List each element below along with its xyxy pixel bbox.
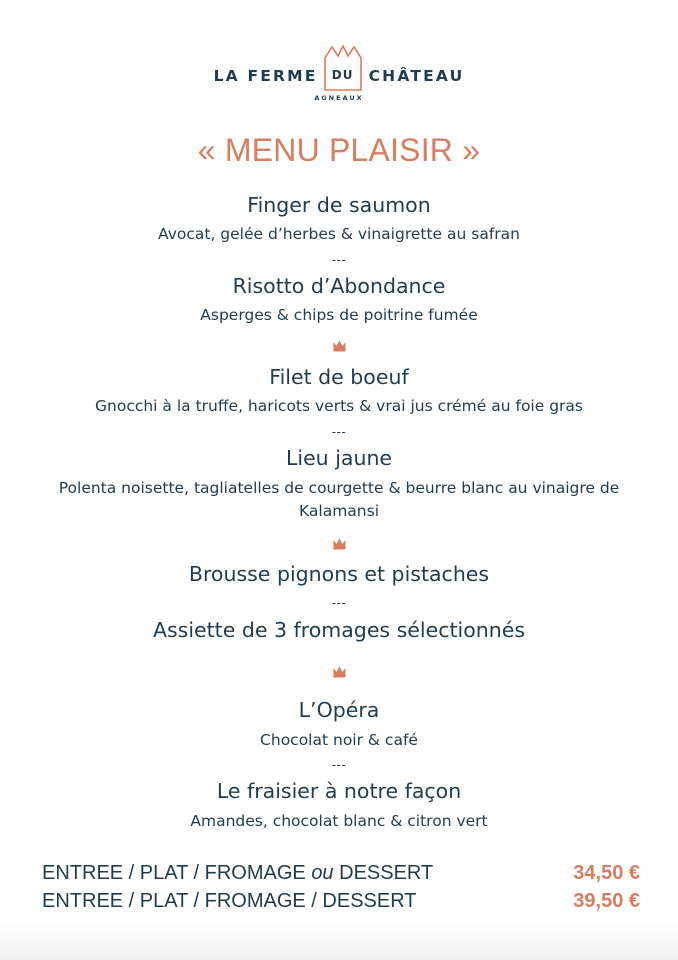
dish-name: Lieu jaune — [285, 446, 393, 470]
logo-word-left: LA FERME — [213, 67, 318, 85]
dish-name: Risotto d’Abondance — [232, 274, 446, 298]
dish-description: Gnocchi à la truffe, haricots verts & vrai jus crémé au foie gras — [95, 397, 583, 415]
dish-description: Amandes, chocolat blanc & citron vert — [190, 812, 488, 830]
dish-description: Avocat, gelée d’herbes & vinaigrette au safran — [158, 225, 520, 243]
logo-crown-block — [324, 64, 362, 88]
dish-separator: --- — [331, 596, 347, 610]
logo-word-right: CHÂTEAU — [368, 67, 465, 85]
price-label-part: DESSERT — [333, 862, 434, 884]
crown-icon — [333, 538, 346, 550]
restaurant-logo — [0, 42, 678, 104]
price-label — [42, 862, 433, 885]
dish-description: Polenta noisette, tagliatelles de courgette & beurre blanc au vinaigre de Kalamansi — [58, 479, 620, 520]
dish-name: Assiette de 3 fromages sélectionnés — [152, 618, 526, 642]
price-label-italic: ou — [311, 862, 334, 884]
dish-name: Filet de boeuf — [269, 365, 409, 389]
price-row — [42, 862, 640, 885]
price-amount: 39,50 € — [573, 890, 640, 912]
dish-separator: --- — [331, 425, 347, 439]
page-bottom-shade — [0, 920, 678, 960]
dish-description: Chocolat noir & café — [260, 731, 418, 749]
dish-separator: --- — [331, 758, 347, 772]
logo-subtitle: AGNEAUX — [314, 94, 364, 102]
menu-title: « MENU PLAISIR » — [197, 132, 481, 168]
price-amount: 34,50 € — [573, 862, 640, 884]
dish-name: Finger de saumon — [247, 193, 431, 217]
crown-icon — [333, 340, 346, 352]
price-label-part: ENTREE / PLAT / FROMAGE — [42, 862, 312, 884]
dish-separator: --- — [331, 253, 347, 267]
logo-word-mid: DU — [331, 68, 354, 82]
crown-icon — [333, 666, 346, 678]
price-row — [42, 890, 640, 913]
dish-name: L’Opéra — [298, 698, 380, 722]
price-label: ENTREE / PLAT / FROMAGE / DESSERT — [42, 890, 417, 912]
logo-wordmark — [0, 64, 678, 88]
dish-name: Le fraisier à notre façon — [216, 779, 462, 803]
dish-description: Asperges & chips de poitrine fumée — [200, 306, 478, 324]
dish-name: Brousse pignons et pistaches — [188, 562, 490, 586]
